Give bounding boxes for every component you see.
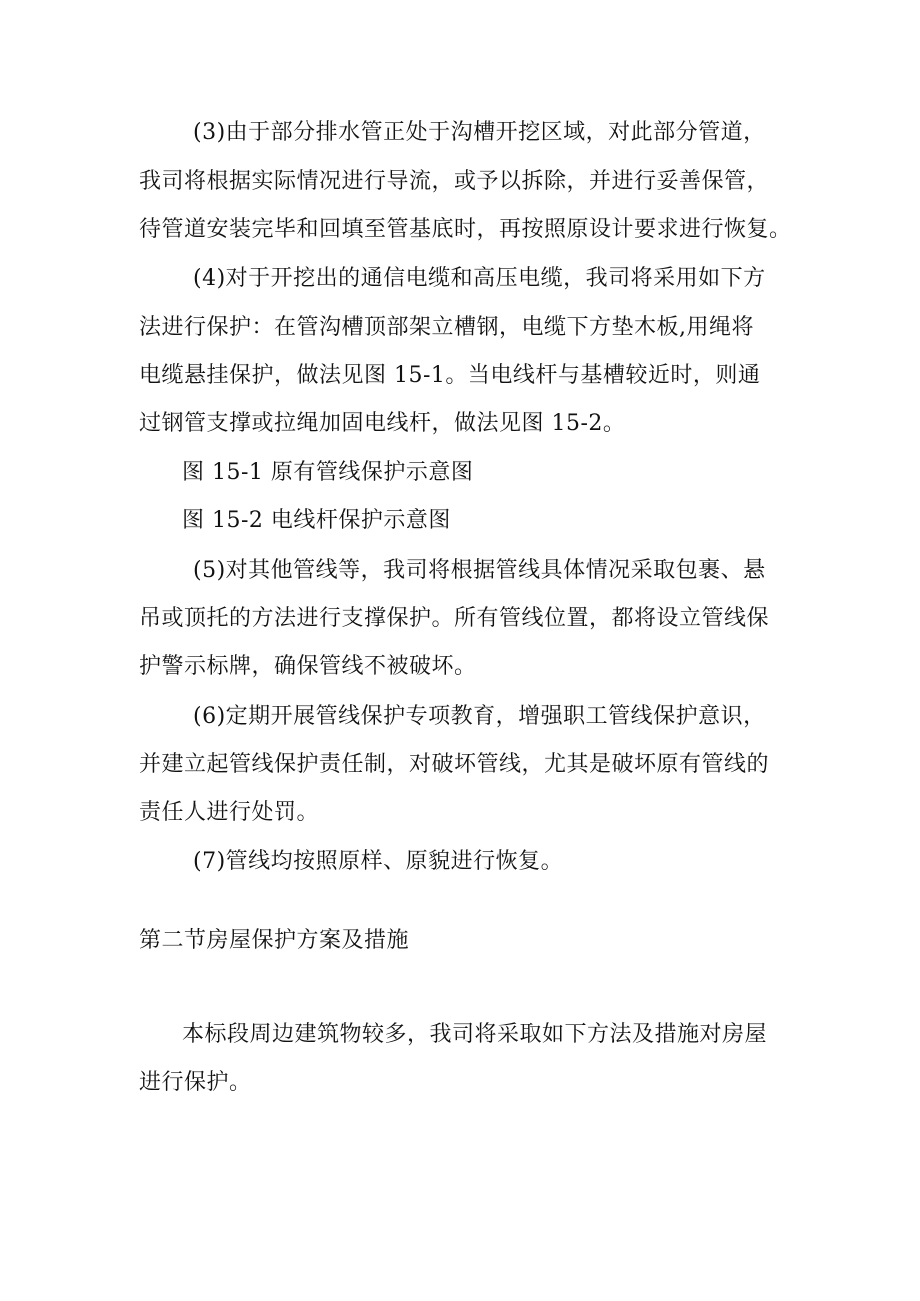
paragraph-5-line-3: 护警示标牌，确保管线不被破坏。 [139, 654, 477, 679]
intro-line-1: 本标段周边建筑物较多，我司将采取如下方法及措施对房屋 [182, 1022, 768, 1047]
paragraph-4-line-4: 过钢管支撑或拉绳加固电线杆，做法见图 15-2。 [139, 411, 626, 436]
paragraph-6-line-3: 责任人进行处罚。 [139, 800, 320, 825]
paragraph-6-line-1: (6)定期开展管线保护专项教育，增强职工管线保护意识， [193, 704, 766, 729]
paragraph-5-line-1: (5)对其他管线等，我司将根据管线具体情况采取包裹、悬 [193, 558, 766, 583]
paragraph-6-line-2: 并建立起管线保护责任制，对破坏管线，尤其是破坏原有管线的 [139, 752, 770, 777]
paragraph-5-line-2: 吊或顶托的方法进行支撑保护。所有管线位置，都将设立管线保 [139, 606, 770, 631]
paragraph-4-line-2: 法进行保护：在管沟槽顶部架立槽钢，电缆下方垫木板,用绳将 [139, 315, 754, 340]
figure-caption-15-1: 图 15-1 原有管线保护示意图 [182, 460, 474, 485]
paragraph-3-line-3: 待管道安装完毕和回填至管基底时，再按照原设计要求进行恢复。 [139, 217, 792, 242]
paragraph-3-line-2: 我司将根据实际情况进行导流，或予以拆除，并进行妥善保管， [139, 169, 770, 194]
figure-caption-15-2: 图 15-2 电线杆保护示意图 [182, 508, 451, 533]
paragraph-4-line-1: (4)对于开挖出的通信电缆和高压电缆，我司将采用如下方 [193, 266, 766, 291]
intro-line-2: 进行保护。 [139, 1070, 252, 1095]
paragraph-4-line-3: 电缆悬挂保护，做法见图 15-1。当电线杆与基槽较近时，则通 [139, 363, 761, 388]
paragraph-3-line-1: (3)由于部分排水管正处于沟槽开挖区域，对此部分管道， [193, 120, 766, 145]
section-heading: 第二节房屋保护方案及措施 [139, 928, 410, 953]
paragraph-7: (7)管线均按照原样、原貌进行恢复。 [193, 849, 564, 874]
